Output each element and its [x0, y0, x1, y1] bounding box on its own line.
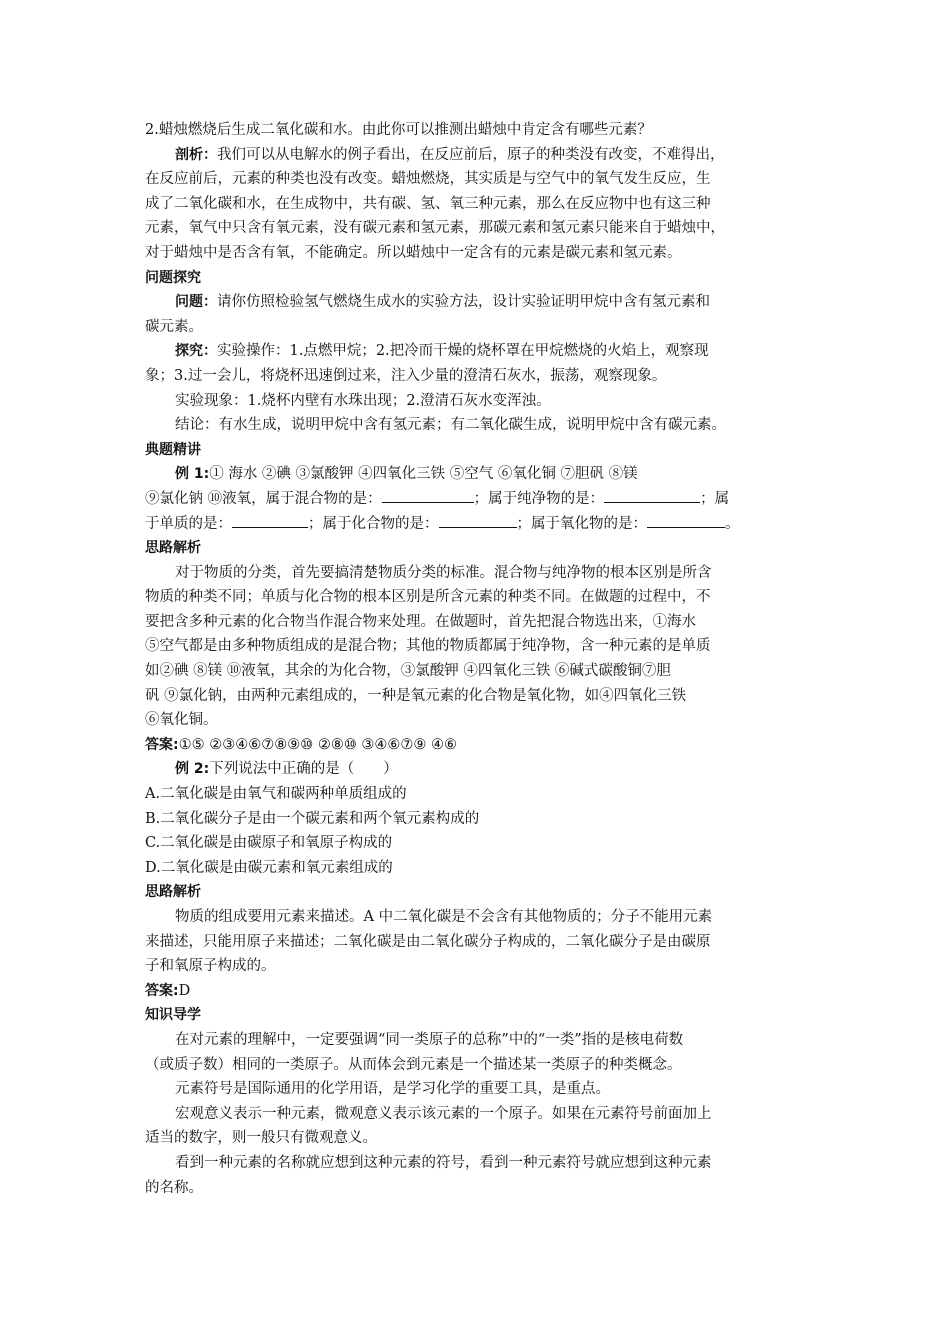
answer-blank	[382, 488, 474, 503]
answer-blank	[604, 488, 700, 503]
example2-stem: 例 2:下列说法中正确的是（ ）	[175, 761, 398, 778]
example1-answer: 答案:①⑤ ②③④⑥⑦⑧⑨⑩ ②⑧⑩ ③④⑥⑦⑨ ④⑥	[145, 736, 458, 753]
explore-phenomenon: 实验现象：1.烧杯内壁有水珠出现；2.澄清石灰水变浑浊。	[175, 392, 551, 409]
explore-conclusion: 结论：有水生成，说明甲烷中含有氢元素；有二氧化碳生成，说明甲烷中含有碳元素。	[175, 417, 726, 434]
example1-line: 于单质的是： ；属于化合物的是： ；属于氧化物的是： 。	[145, 512, 810, 537]
explore-question-cont: 碳元素。	[145, 318, 203, 335]
example1-label: 例 1:	[175, 466, 210, 483]
analysis-line: 要把含多种元素的化合物当作混合物来处理。在做题时，首先把混合物选出来，①海水	[145, 613, 696, 630]
guide-paragraph: 宏观意义表示一种元素，微观意义表示该元素的一个原子。如果在元素符号前面加上	[175, 1105, 712, 1122]
section-heading-guide: 知识导学	[145, 1007, 201, 1024]
analysis-line: 如②碘 ⑧镁 ⑩液氧，其余的为化合物，③氯酸钾 ④四氧化三铁 ⑥碱式碳酸铜⑦胆	[145, 663, 671, 680]
analysis-line: 物质的组成要用元素来描述。A 中二氧化碳是不会含有其他物质的；分子不能用元素	[175, 909, 713, 925]
guide-paragraph: 适当的数字，则一般只有微观意义。	[145, 1130, 377, 1147]
section-heading-analysis: 思路解析	[145, 884, 201, 901]
q2-analysis-line: 成了二氧化碳和水，在生成物中，共有碳、氢、氧三种元素，那么在反应物中也有这三种	[145, 195, 711, 212]
document-page	[145, 118, 810, 1200]
explore-procedure: 探究：实验操作：1.点燃甲烷；2.把冷而干燥的烧杯罩在甲烷燃烧的火焰上，观察现	[175, 343, 709, 360]
guide-paragraph: 的名称。	[145, 1179, 203, 1196]
option-b: B.二氧化碳分子是由一个碳元素和两个氧元素构成的	[145, 810, 480, 827]
example1-line: ⑨氯化钠 ⑩液氧，属于混合物的是： ；属于纯净物的是： ；属	[145, 487, 810, 512]
example2-label: 例 2:	[175, 761, 210, 778]
answer-label: 答案:	[145, 982, 179, 999]
answer-label: 答案:	[145, 736, 179, 753]
example2-answer: 答案:D	[145, 982, 191, 999]
guide-paragraph: （或质子数）相同的一类原子。从而体会到元素是一个描述某一类原子的种类概念。	[145, 1056, 682, 1073]
option-a: A.二氧化碳是由氧气和碳两种单质组成的	[145, 786, 407, 803]
q2-analysis-line: 对于蜡烛中是否含有氧，不能确定。所以蜡烛中一定含有的元素是碳元素和氢元素。	[145, 244, 682, 261]
option-d: D.二氧化碳是由碳元素和氧元素组成的	[145, 859, 393, 876]
answer-blank	[647, 513, 725, 528]
guide-paragraph: 在对元素的理解中，一定要强调“同一类原子的总称”中的“一类”指的是核电荷数	[175, 1031, 684, 1048]
analysis-line: ⑥氧化铜。	[145, 712, 218, 729]
analysis-label: 剖析：	[175, 146, 217, 163]
section-heading-examples: 典题精讲	[145, 441, 201, 458]
analysis-line: 子和氧原子构成的。	[145, 958, 276, 975]
question-label: 问题：	[175, 294, 217, 311]
section-heading-analysis: 思路解析	[145, 540, 201, 557]
analysis-line: 物质的种类不同；单质与化合物的根本区别是所含元素的种类不同。在做题的过程中，不	[145, 589, 711, 606]
analysis-line: 对于物质的分类，首先要搞清楚物质分类的标准。混合物与纯净物的根本区别是所含	[175, 564, 712, 581]
q2-analysis-line: 元素，氧气中只含有氧元素，没有碳元素和氢元素，那碳元素和氢元素只能来自于蜡烛中，	[145, 220, 725, 237]
answer-blank	[439, 513, 517, 528]
answer-blank	[232, 513, 308, 528]
q2-analysis-line: 在反应前后，元素的种类也没有改变。蜡烛燃烧，其实质是与空气中的氧气发生反应，生	[145, 171, 711, 188]
explore-procedure-cont: 象；3.过一会儿，将烧杯迅速倒过来，注入少量的澄清石灰水，振荡，观察现象。	[145, 367, 667, 384]
explore-label: 探究：	[175, 343, 217, 360]
analysis-line: 来描述，只能用原子来描述；二氧化碳是由二氧化碳分子构成的，二氧化碳分子是由碳原	[145, 933, 711, 950]
analysis-line: 矾 ⑨氯化钠，由两种元素组成的，一种是氧元素的化合物是氧化物，如④四氧化三铁	[145, 687, 687, 704]
q2-analysis-line: 剖析：我们可以从电解水的例子看出，在反应前后，原子的种类没有改变，不难得出，	[175, 146, 725, 163]
guide-paragraph: 元素符号是国际通用的化学用语，是学习化学的重要工具，是重点。	[175, 1081, 610, 1098]
example1-line: 例 1:① 海水 ②碘 ③氯酸钾 ④四氧化三铁 ⑤空气 ⑥氧化铜 ⑦胆矾 ⑧镁	[175, 466, 638, 483]
section-heading-explore: 问题探究	[145, 269, 201, 286]
explore-question: 问题：请你仿照检验氢气燃烧生成水的实验方法，设计实验证明甲烷中含有氢元素和	[175, 294, 710, 311]
option-c: C.二氧化碳是由碳原子和氧原子构成的	[145, 835, 393, 852]
analysis-line: ⑤空气都是由多种物质组成的是混合物；其他的物质都属于纯净物，含一种元素的是单质	[145, 638, 711, 655]
q2-question: 2.蜡烛燃烧后生成二氧化碳和水。由此你可以推测出蜡烛中肯定含有哪些元素？	[145, 122, 652, 138]
guide-paragraph: 看到一种元素的名称就应想到这种元素的符号，看到一种元素符号就应想到这种元素	[175, 1154, 712, 1171]
